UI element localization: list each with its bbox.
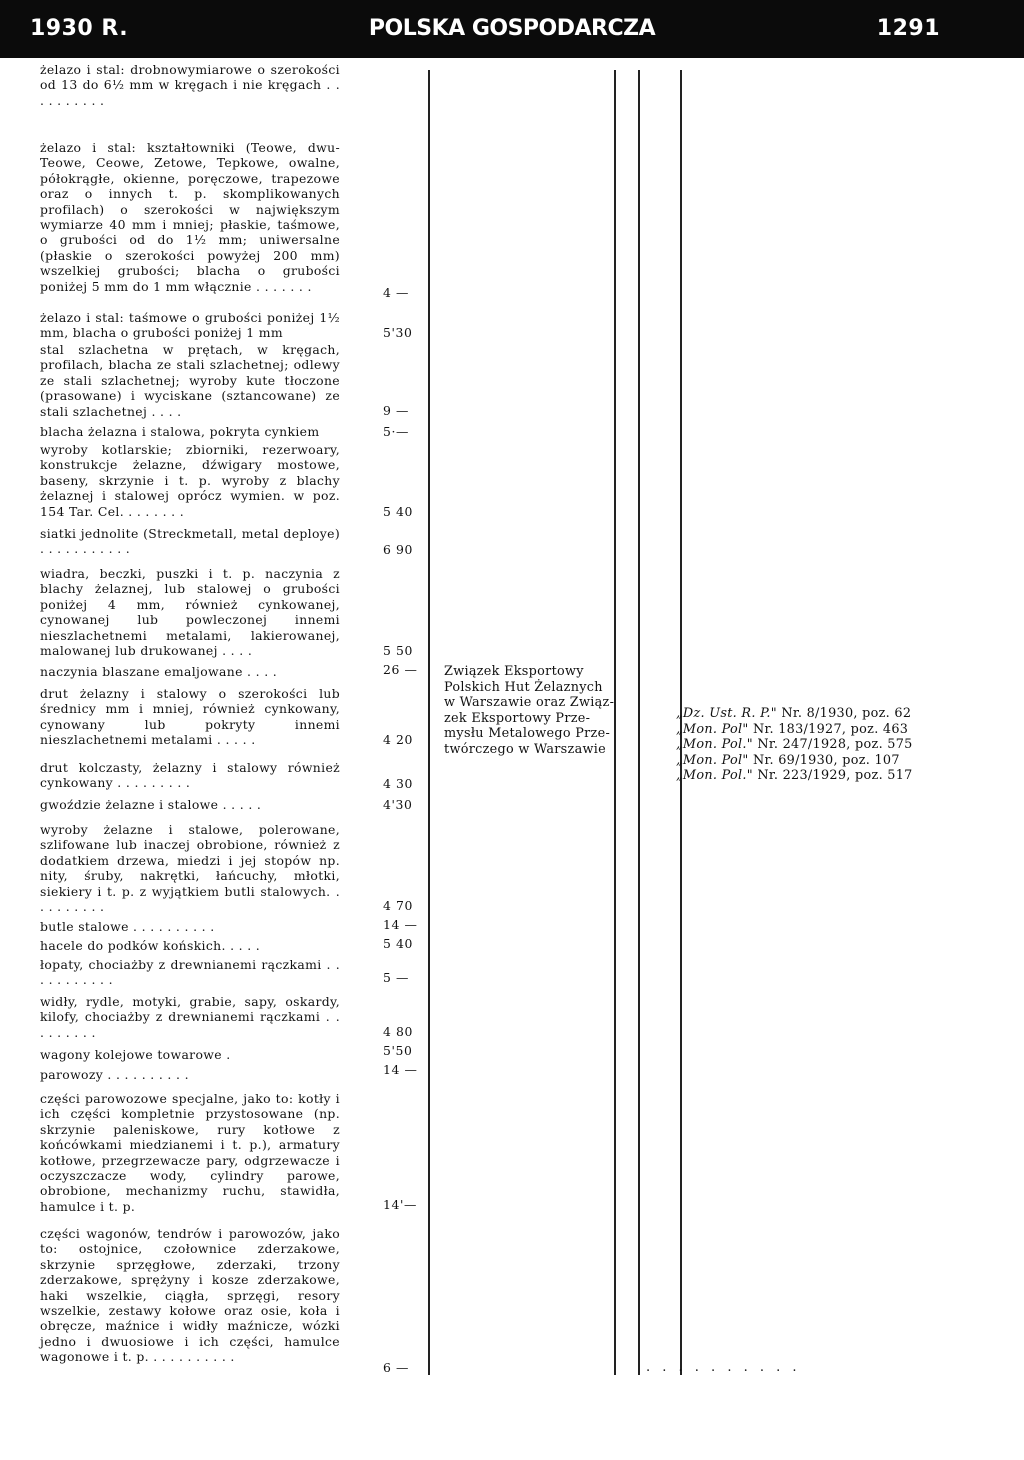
association-line: zek Eksportowy Prze-: [444, 710, 591, 726]
header-year: 1930 R.: [30, 16, 129, 41]
reference-publication: „Mon. Pol.": [676, 737, 753, 753]
association-line: w Warszawie oraz Związ-: [444, 695, 615, 711]
entry-text: żelazo i stal: taśmowe o grubości poniżej 1½ mm, blacha o grubości poniżej 1 mm: [40, 310, 340, 341]
association-line: Polskich Hut Żelaznych: [444, 679, 603, 695]
reference-number: Nr. 223/1929, poz. 517: [757, 768, 913, 784]
entry-rate: 4 —: [383, 285, 410, 300]
entry-rate: 5 50: [383, 643, 413, 658]
entry-rate: 5'50: [383, 1043, 413, 1058]
exporting-association: [444, 664, 616, 758]
entry-rate: 5'30: [383, 325, 413, 340]
reference-number: Nr. 69/1930, poz. 107: [752, 752, 900, 768]
entry-text: drut kolczasty, żelazny i stalowy również cynkowany . . . . . . . . .: [40, 760, 340, 791]
entry-rate: 5 40: [383, 504, 413, 519]
association-line: twórczego w Warszawie: [444, 741, 607, 757]
reference-line: [676, 706, 976, 722]
entry-rate: 14 —: [383, 917, 418, 932]
entry-text: wyroby żelazne i stalowe, polerowane, szlifowane lub inaczej obrobione, również z dodatkiem drzewa, miedzi i jej stopów np. nity, śruby, nakrętki, łańcuchy, młotki, siekiery i t. p. z wyjątkiem butli stalowych. . . . . . . . . .: [40, 822, 340, 915]
reference-line: [676, 737, 976, 753]
entry-rate: 9 —: [383, 403, 410, 418]
reference-line: [676, 768, 976, 784]
reference-line: [676, 722, 976, 738]
entry-rate: 4 80: [383, 1024, 413, 1039]
entry-text: żelazo i stal: drobnowymiarowe o szerokości od 13 do 6½ mm w kręgach i nie kręgach . . . . . . . . . .: [40, 62, 340, 108]
entry-rate: 6 —: [383, 1360, 410, 1375]
entry-text: wyroby kotlarskie; zbiorniki, rezerwoary, konstrukcje żelazne, dźwigary mostowe, baseny, skrzynie i t. p. wyroby z blachy żelaznej i stalowej oprócz wymien. w poz. 154 Tar. Cel. . . . . . . .: [40, 442, 340, 519]
column-rule-1: [428, 70, 430, 1375]
legal-references: [676, 706, 976, 784]
header-page-number: 1291: [876, 16, 940, 41]
entry-text: stal szlachetna w prętach, w kręgach, profilach, blacha ze stali szlachetnej; odlewy ze stali szlachetnej; wyroby kute tłoczone (prasowane) i wyciskane (sztancowane) ze stali szlachetnej . . . .: [40, 342, 340, 419]
entry-rate: 5·—: [383, 424, 410, 439]
entry-rate: 4 70: [383, 898, 413, 913]
association-line: Związek Eksportowy: [444, 664, 584, 679]
entry-rate: 6 90: [383, 542, 413, 557]
entry-text: żelazo i stal: kształtowniki (Teowe, dwu-Teowe, Ceowe, Zetowe, Tepkowe, owalne, półokrągłe, okienne, poręczowe, trapezowe oraz o innych t. p. skomplikowanych profilach) o szerokości w największym wymiarze 40 mm i mniej; płaskie, taśmowe, o grubości od do 1½ mm; uniwersalne (płaskie o szerokości powyżej 200 mm) wszelkiej grubości; blacha o grubości poniżej 5 mm do 1 mm włącznie . . . . . . .: [40, 140, 340, 294]
reference-publication: „Mon. Pol.": [676, 768, 753, 784]
entry-text: wiadra, beczki, puszki i t. p. naczynia z blachy żelaznej, lub stalowej o grubości poniżej 4 mm, również cynkowanej, cynowanej lub powleczonej innemi nieszlachetnemi metalami, lakierowanej, malowanej lub drukowanej . . . .: [40, 566, 340, 659]
header-title: POLSKA GOSPODARCZA: [368, 16, 656, 41]
entry-rate: 5 40: [383, 936, 413, 951]
entry-rate: 26 —: [383, 662, 418, 677]
entry-text: widły, rydle, motyki, grabie, sapy, oskardy, kilofy, chociażby z drewnianemi rączkami . . . . . . . . .: [40, 994, 340, 1040]
reference-line: [676, 753, 976, 769]
entry-text: łopaty, chociażby z drewnianemi rączkami . . . . . . . . . . .: [40, 957, 340, 988]
entry-rate: 4'30: [383, 797, 413, 812]
reference-publication: „Mon. Pol": [676, 721, 749, 737]
entry-rate: 4 30: [383, 776, 413, 791]
entry-text: części parowozowe specjalne, jako to: kotły i ich części kompletnie przystosowane (np. skrzynie paleniskowe, rury kotłowe z końcówkami miedzianemi i t. p.), armatury kotłowe, przegrzewacze pary, odgrzewacze i oczyszczacze wody, cylindry parowe, obrobione, mechanizmy ruchu, stawidła, hamulce i t. p.: [40, 1091, 340, 1214]
column-rule-3: [638, 70, 640, 1375]
reference-publication: „Mon. Pol": [676, 752, 749, 768]
entry-text: drut żelazny i stalowy o szerokości lub średnicy mm i mniej, również cynkowany, cynowany lub pokryty innemi nieszlachetnemi metalami . . . . .: [40, 686, 340, 748]
page-header: [0, 0, 1024, 58]
entry-text: siatki jednolite (Streckmetall, metal deploye) . . . . . . . . . . .: [40, 526, 340, 557]
reference-number: Nr. 183/1927, poz. 463: [752, 721, 909, 737]
entry-rate: 5 —: [383, 970, 410, 985]
entry-rate: 14 —: [383, 1062, 418, 1077]
entry-text: parowozy . . . . . . . . . .: [40, 1067, 189, 1082]
reference-publication: „Dz. Ust. R. P.": [676, 706, 777, 721]
entry-text: naczynia blaszane emaljowane . . . .: [40, 664, 278, 679]
entry-text: butle stalowe . . . . . . . . . .: [40, 919, 215, 934]
association-line: mysłu Metalowego Prze-: [444, 726, 611, 742]
entry-text: gwoździe żelazne i stalowe . . . . .: [40, 797, 262, 812]
entry-rate: 14'—: [383, 1197, 417, 1212]
bottom-leader-dots: . . . . . . . . . .: [646, 1360, 801, 1375]
entry-text: blacha żelazna i stalowa, pokryta cynkiem: [40, 424, 320, 439]
entry-text: hacele do podków końskich. . . . .: [40, 938, 261, 953]
reference-number: Nr. 247/1928, poz. 575: [757, 737, 913, 753]
reference-number: Nr. 8/1930, poz. 62: [781, 706, 912, 721]
entry-text: części wagonów, tendrów i parowozów, jako to: ostojnice, czołownice zderzakowe, skrzynie sprzęgłowe, zderzaki, trzony zderzakowe, sprężyny i kosze zderzakowe, haki wszelkie, ciągła, sprzęgi, resory wszelkie, zestawy kołowe oraz osie, koła i obręcze, maźnice i widły maźnicze, wózki jedno i dwuosiowe i ich części, hamulce wagonowe i t. p. . . . . . . . . . .: [40, 1226, 340, 1365]
entry-rate: 4 20: [383, 732, 413, 747]
entry-text: wagony kolejowe towarowe .: [40, 1047, 231, 1062]
